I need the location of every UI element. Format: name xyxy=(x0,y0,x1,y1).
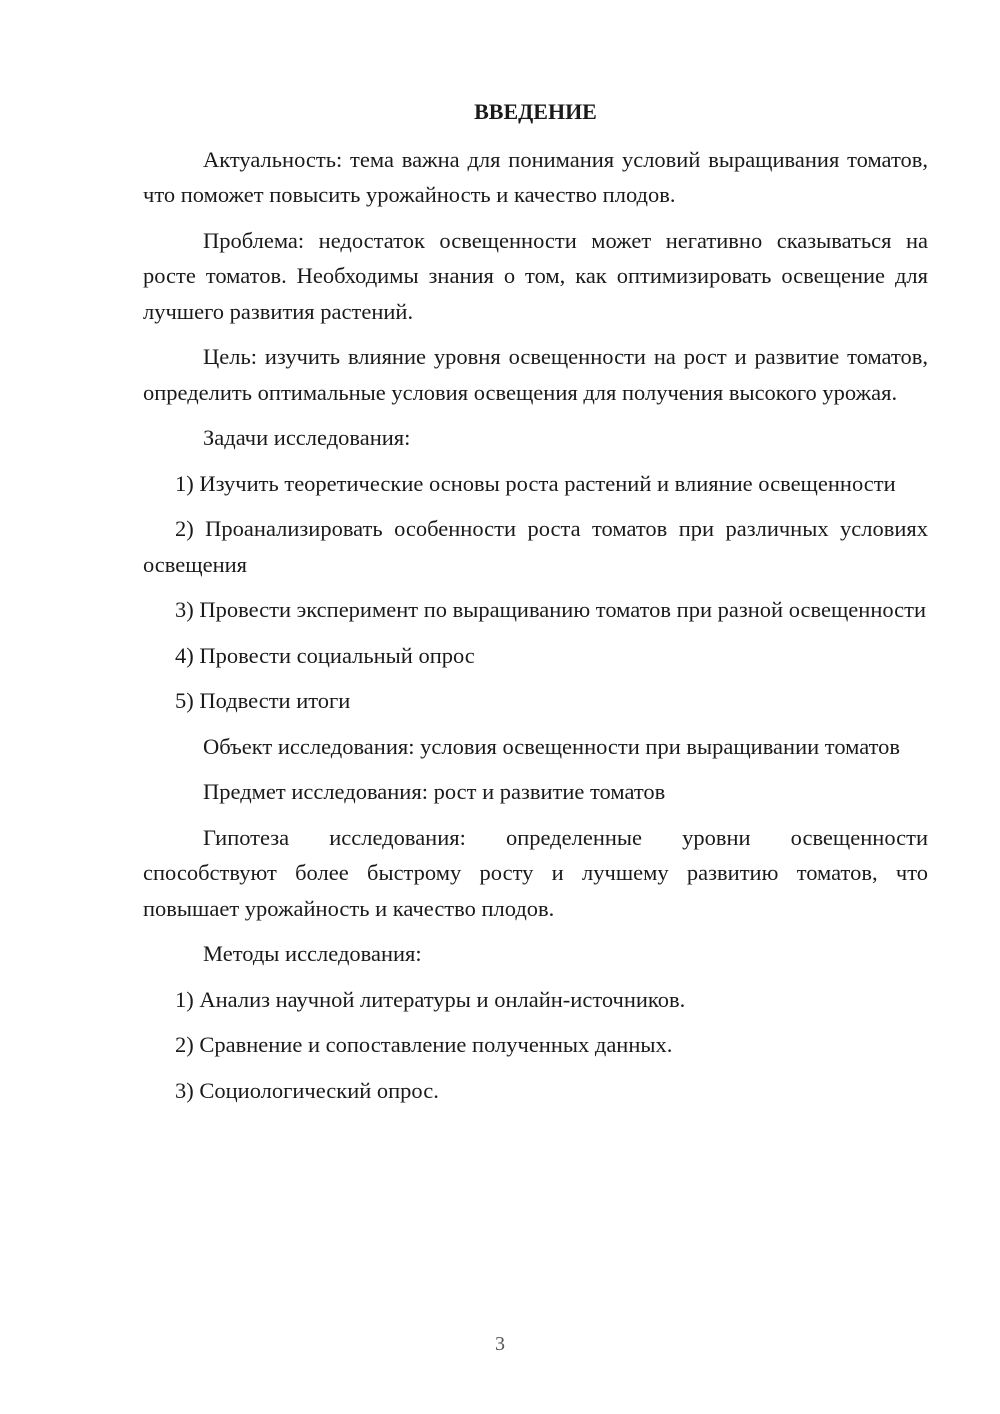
list-item: 4) Провести социальный опрос xyxy=(175,642,475,668)
page-content xyxy=(143,94,928,1118)
list-item: 3) Провести эксперимент по выращиванию томатов при разной освещенности xyxy=(175,597,927,622)
list-item: 2) Проанализировать особенности роста томатов при различных условиях освещения xyxy=(143,516,928,577)
tasks-list xyxy=(143,466,928,719)
page-number: 3 xyxy=(495,1333,505,1355)
problem-paragraph: Проблема: недостаток освещенности может негативно сказываться на росте томатов. Необходимы знания о том, как оптимизировать освещение для лучшего развития растений. xyxy=(143,227,928,324)
list-item: 3) Социологический опрос. xyxy=(175,1077,439,1103)
methods-list xyxy=(143,982,928,1109)
relevance-paragraph: Актуальность: тема важна для понимания условий выращивания томатов, что поможет повысить урожайность и качество плодов. xyxy=(143,146,928,207)
list-item: 5) Подвести итоги xyxy=(175,688,351,713)
tasks-heading: Задачи исследования: xyxy=(203,425,411,450)
subject-paragraph: Предмет исследования: рост и развитие томатов xyxy=(203,779,666,804)
page-title: ВВЕДЕНИЕ xyxy=(474,99,597,124)
object-paragraph: Объект исследования: условия освещенности при выращивании томатов xyxy=(203,733,901,759)
list-item: 2) Сравнение и сопоставление полученных данных. xyxy=(175,1032,673,1057)
methods-heading: Методы исследования: xyxy=(203,941,422,966)
hypothesis-paragraph: Гипотеза исследования: определенные уровни освещенности способствуют более быстрому росту и лучшему развитию томатов, что повышает урожайность и качество плодов. xyxy=(143,824,928,921)
list-item: 1) Изучить теоретические основы роста растений и влияние освещенности xyxy=(175,470,896,496)
list-item: 1) Анализ научной литературы и онлайн-источников. xyxy=(175,986,686,1012)
goal-paragraph: Цель: изучить влияние уровня освещенности на рост и развитие томатов, определить оптимальные условия освещения для получения высокого урожая. xyxy=(143,344,928,405)
